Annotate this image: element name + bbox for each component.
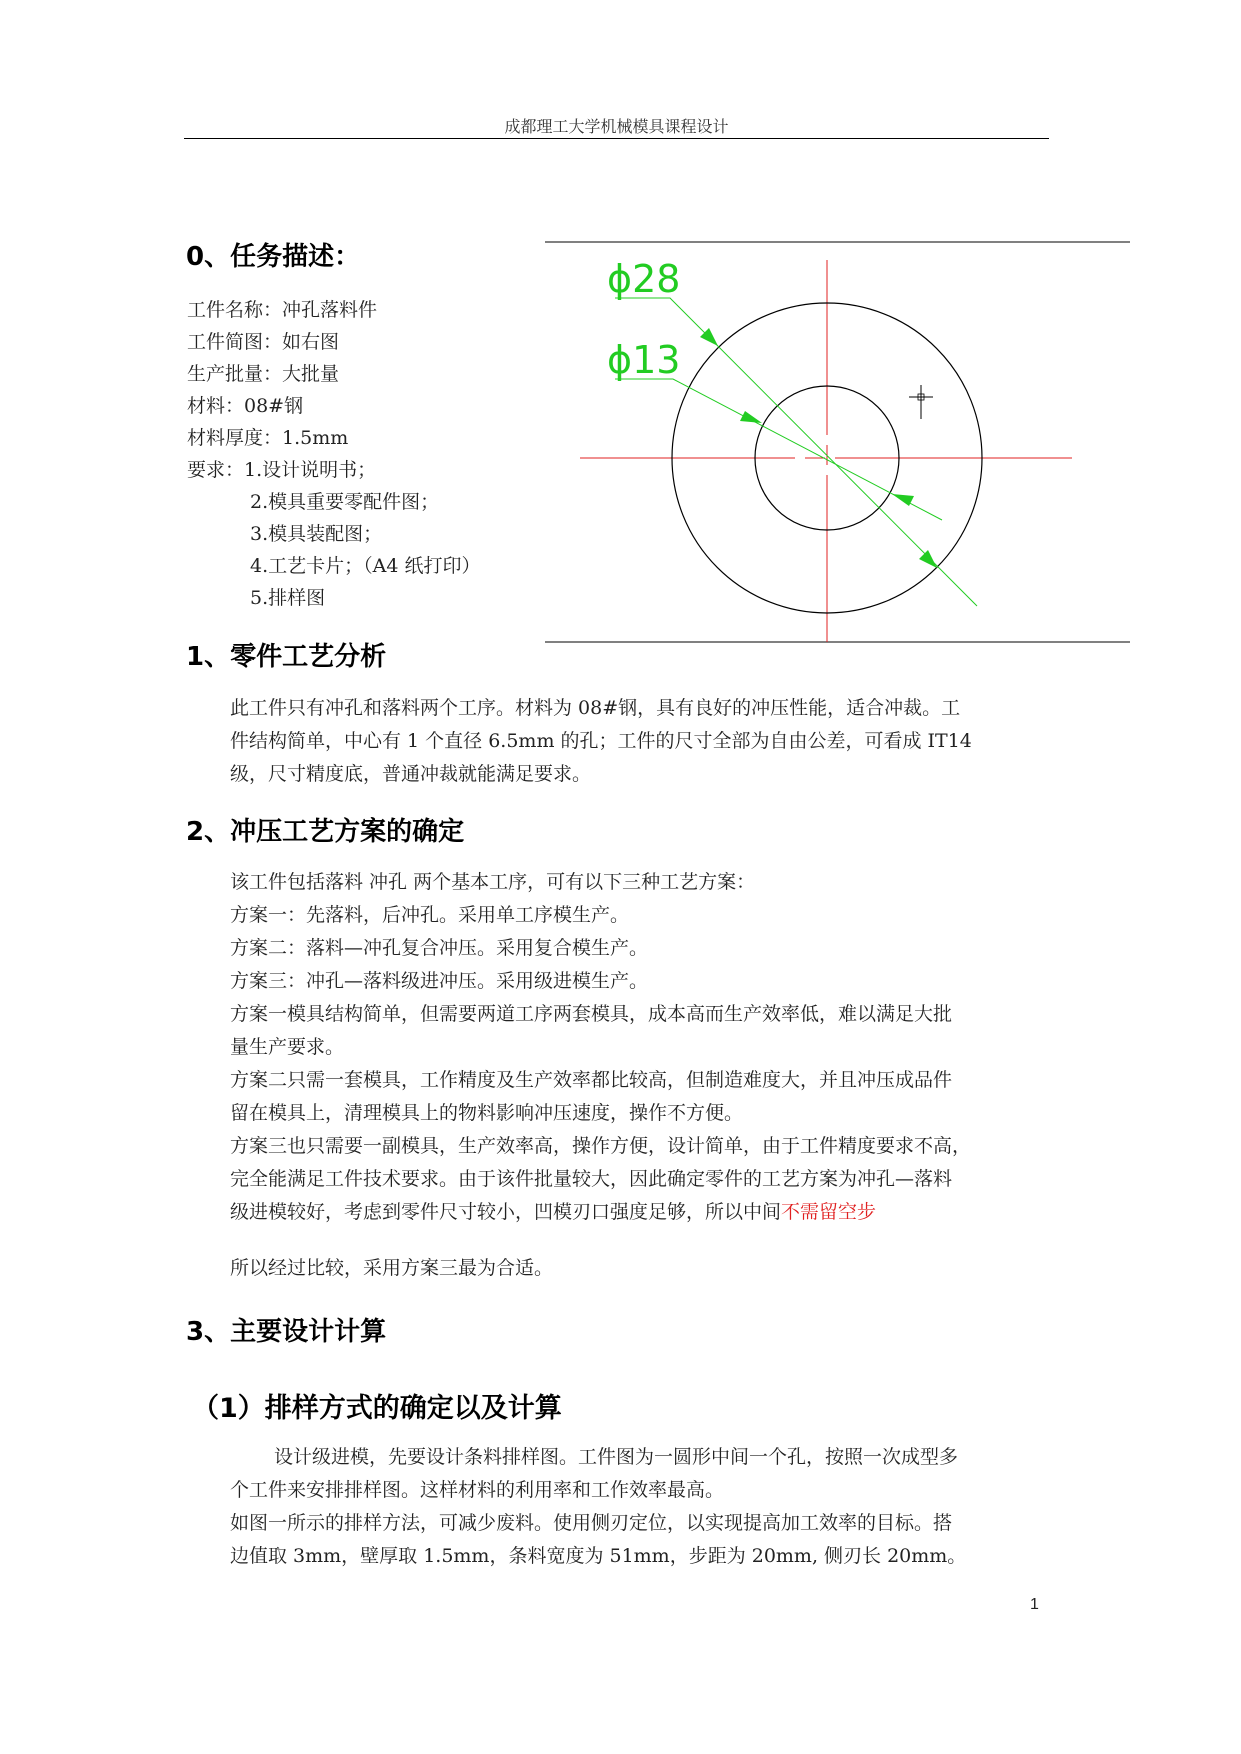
paragraph-line: 方案一：先落料，后冲孔。采用单工序模生产。 [230, 904, 630, 926]
page-header: 成都理工大学机械模具课程设计 [504, 117, 729, 136]
section-0-heading: 0、任务描述： [186, 242, 361, 272]
task-item: 材料：08#钢 [187, 395, 304, 417]
part-drawing [545, 238, 1135, 658]
paragraph-line: 方案二：落料—冲孔复合冲压。采用复合模生产。 [230, 937, 649, 959]
section-2-paragraph [230, 866, 1050, 1229]
paragraph-line: 如图一所示的排样方法，可减少废料。使用侧刃定位，以实现提高加工效率的目标。搭 [230, 1512, 953, 1534]
section-3-heading: 3、主要设计计算 [186, 1317, 387, 1347]
task-item: 生产批量：大批量 [187, 363, 340, 385]
requirement-item: 3.模具装配图； [250, 523, 383, 545]
requirement-item: 5.排样图 [250, 587, 326, 609]
inner-dim-arrow-2 [892, 494, 914, 506]
section-1-heading: 1、零件工艺分析 [186, 642, 387, 672]
section-3-paragraph [230, 1441, 1050, 1573]
task-item: 工件名称：冲孔落料件 [187, 299, 378, 321]
requirement-item: 4.工艺卡片；（A4 纸打印） [250, 555, 481, 577]
outer-dim-label: ϕ28 [607, 257, 681, 301]
paragraph-line: 完全能满足工件技术要求。由于该件批量较大，因此确定零件的工艺方案为冲孔—落料 [230, 1168, 953, 1190]
task-description-list [187, 294, 480, 614]
section-2-conclusion [230, 1252, 1050, 1285]
paragraph-line: 个工件来安排排样图。这样材料的利用率和工作效率最高。 [230, 1479, 725, 1501]
paragraph-line: 设计级进模，先要设计条料排样图。工件图为一圆形中间一个孔，按照一次成型多 [274, 1446, 959, 1468]
header-rule [184, 138, 1049, 139]
paragraph-line: 留在模具上，清理模具上的物料影响冲压速度，操作不方便。 [230, 1102, 744, 1124]
paragraph-line: 此工件只有冲孔和落料两个工序。材料为 08#钢，具有良好的冲压性能，适合冲裁。工 [230, 697, 961, 719]
line-text: 级进模较好，考虑到零件尺寸较小，凹模刃口强度足够，所以中间 [230, 1201, 782, 1223]
subsection-1-heading: （1）排样方式的确定以及计算 [192, 1393, 562, 1424]
inner-dim-arrow-1 [740, 411, 762, 423]
inner-dim-leader [615, 379, 942, 520]
paragraph-line: 件结构简单，中心有 1 个直径 6.5mm 的孔；工件的尺寸全部为自由公差，可看成 IT14 [230, 730, 972, 752]
paragraph-line: 所以经过比较，采用方案三最为合适。 [230, 1257, 554, 1279]
section-1-paragraph [230, 692, 1050, 791]
inner-dim-label: ϕ13 [607, 338, 681, 382]
paragraph-line: 方案三也只需要一副模具，生产效率高，操作方便，设计简单，由于工件精度要求不高， [230, 1135, 972, 1157]
paragraph-line: 方案一模具结构简单，但需要两道工序两套模具，成本高而生产效率低，难以满足大批 [230, 1003, 953, 1025]
paragraph-line: 该工件包括落料 冲孔 两个基本工序，可有以下三种工艺方案： [230, 871, 756, 893]
task-item: 工件简图：如右图 [187, 331, 340, 353]
page-number: 1 [1030, 1596, 1039, 1613]
paragraph-line: 边值取 3mm，壁厚取 1.5mm，条料宽度为 51mm，步距为 20mm, 侧刃长 20mm。 [230, 1545, 967, 1567]
paragraph-line: 级，尺寸精度底，普通冲裁就能满足要求。 [230, 763, 592, 785]
paragraph-line [230, 1196, 1050, 1229]
paragraph-line: 量生产要求。 [230, 1036, 345, 1058]
highlighted-text: 不需留空步 [781, 1201, 877, 1223]
requirement-item: 2.模具重要零配件图； [250, 491, 440, 513]
paragraph-line: 方案三：冲孔—落料级进冲压。采用级进模生产。 [230, 970, 649, 992]
task-item: 要求：1.设计说明书； [187, 459, 377, 481]
paragraph-line: 方案二只需一套模具，工作精度及生产效率都比较高，但制造难度大，并且冲压成品件 [230, 1069, 953, 1091]
outer-dim-arrow-2 [919, 550, 937, 568]
section-2-heading: 2、冲压工艺方案的确定 [186, 817, 465, 847]
task-item: 材料厚度：1.5mm [187, 427, 349, 449]
